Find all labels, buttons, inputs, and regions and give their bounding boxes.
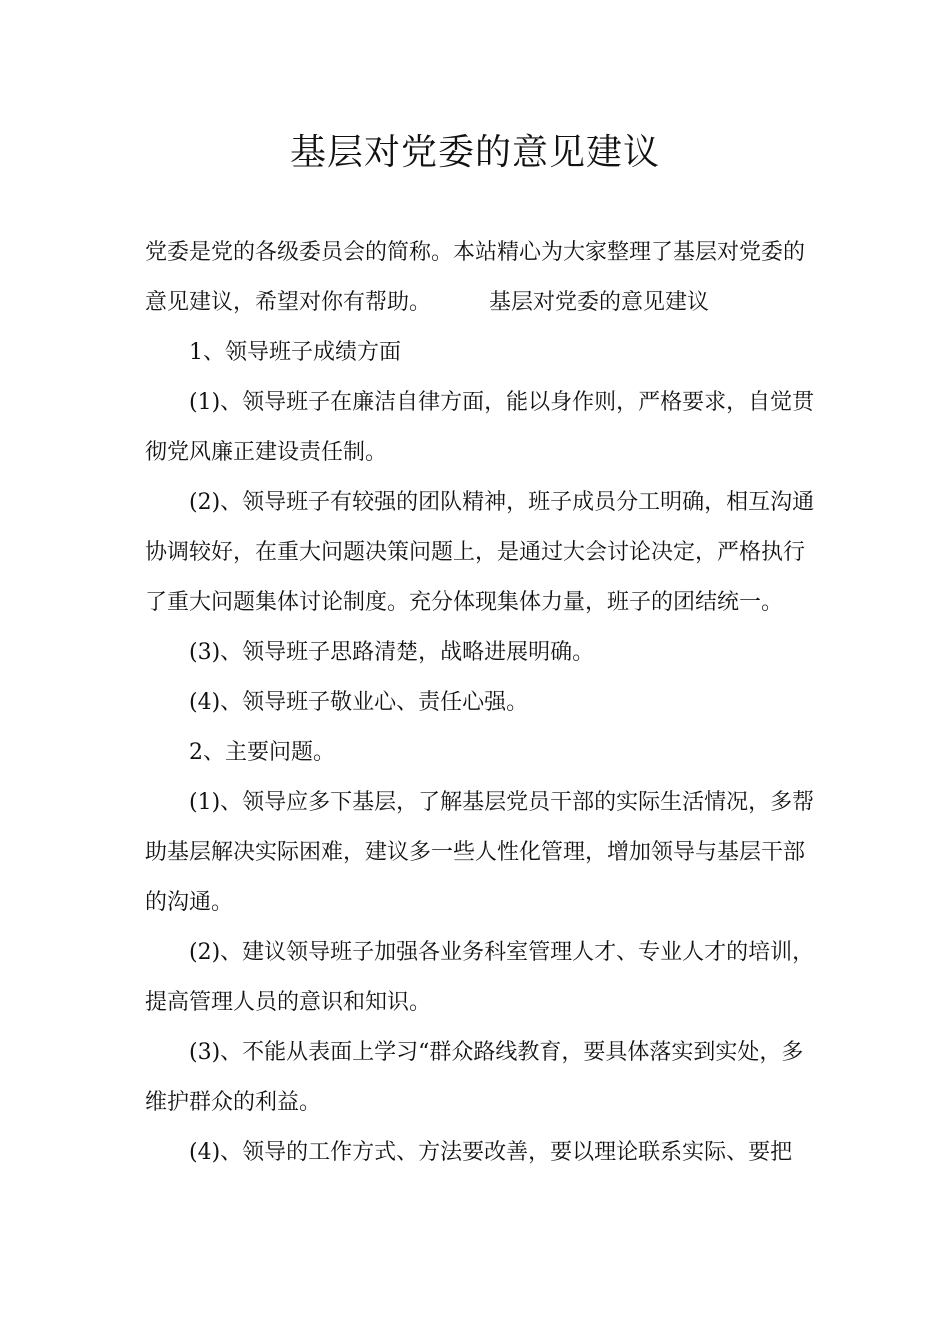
paragraph-1-3: (3)、领导班子思路清楚，战略进展明确。 [189,640,595,665]
paragraph-1-4: (4)、领导班子敬业心、责任心强。 [189,690,529,715]
paragraph-2-2: (2)、建议领导班子加强各业务科室管理人才、专业人才的培训，提高管理人员的意识和知识。 [145,940,815,1015]
inline-heading: 基层对党委的意见建议 [489,290,710,315]
paragraph-2-3: (3)、不能从表面上学习“群众路线教育，要具体落实到实处，多维护群众的利益。 [145,1040,804,1115]
intro-text: 党委是党的各级委员会的简称。本站精心为大家整理了基层对党委的意见建议，希望对你有帮助。 [145,240,806,315]
intro-paragraph [145,228,815,328]
paragraph-2-4: (4)、领导的工作方式、方法要改善，要以理论联系实际、要把 [189,1140,793,1165]
paragraph-1-2: (2)、领导班子有较强的团队精神，班子成员分工明确，相互沟通协调较好，在重大问题决策问题上，是通过大会讨论决定，严格执行了重大问题集体讨论制度。充分体现集体力量，班子的团结统一。 [145,490,815,615]
document-body [145,228,815,1178]
section-heading-1: 1、领导班子成绩方面 [189,340,401,365]
paragraph-1-1: (1)、领导班子在廉洁自律方面，能以身作则，严格要求，自觉贯彻党风廉正建设责任制。 [145,390,815,465]
document-title: 基层对党委的意见建议 [289,132,660,173]
paragraph-2-1: (1)、领导应多下基层，了解基层党员干部的实际生活情况，多帮助基层解决实际困难，建议多一些人性化管理，增加领导与基层干部的沟通。 [145,790,815,915]
section-heading-2: 2、主要问题。 [189,740,335,765]
